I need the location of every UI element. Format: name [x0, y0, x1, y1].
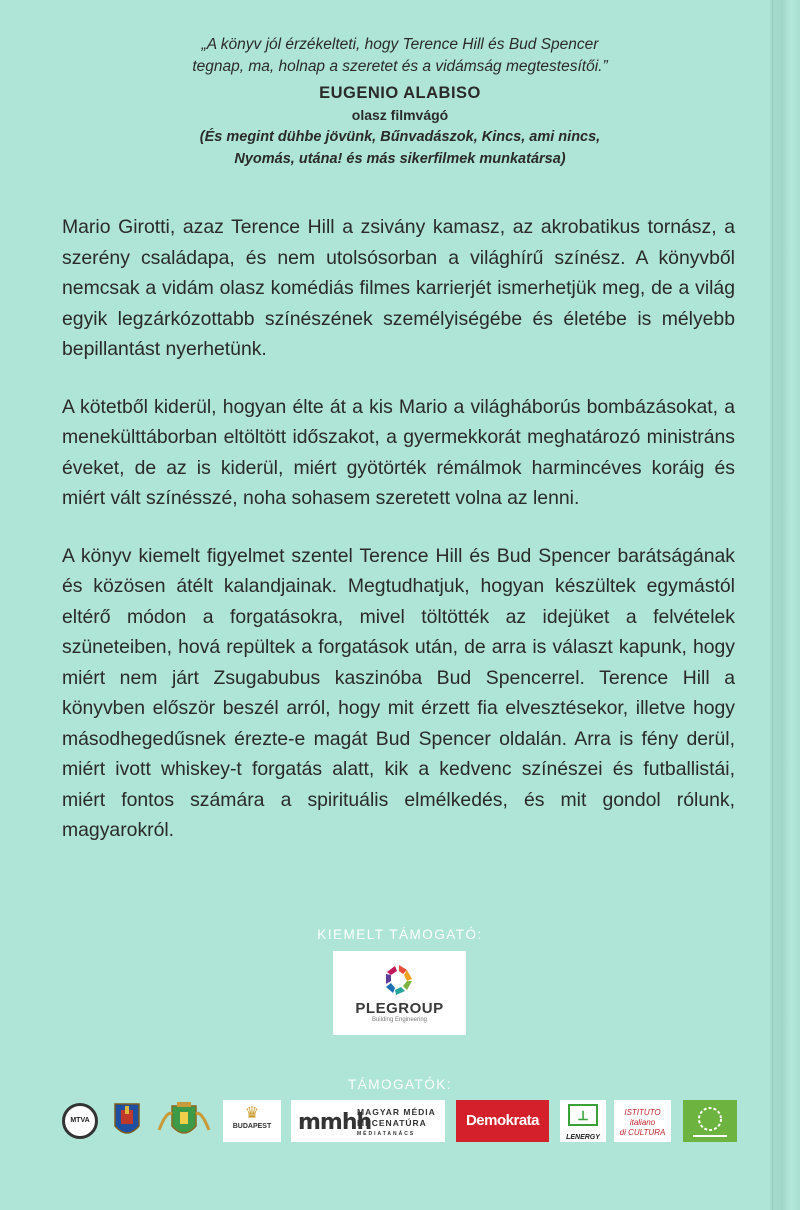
budapest-label: BUDAPEST	[232, 1123, 272, 1130]
spine-edge	[772, 0, 773, 1210]
istituto-line-2: italiano	[629, 1118, 656, 1127]
plegroup-tagline: Building Engineering	[371, 1017, 428, 1023]
mmm-subline: MÉDIATANÁCS	[357, 1131, 416, 1137]
coat-of-arms-icon	[112, 1100, 142, 1142]
quote-line-1: „A könyv jól érzékelteti, hogy Terence Hill és Bud Spencer	[201, 36, 599, 53]
istituto-line-3: di CULTURA	[619, 1128, 666, 1137]
blurb-paragraph-1: Mario Girotti, azaz Terence Hill a zsivány kamasz, az akrobatikus tornász, a szerény családapa, és nem utolsósorban a világhírű színész. A könyvből nemcsak a vidám olasz komédiás filmes karrierjét ismerhetjük meg, de a világ egyik legzárkózottabb színészének személyiségébe és életébe is mélyebb bepillantást nyerhetünk.	[62, 216, 735, 360]
budapest-logo	[223, 1100, 281, 1142]
mmm-mark: mmhh	[298, 1110, 372, 1135]
mmm-line-1: MAGYAR MÉDIA	[357, 1107, 436, 1117]
district-crest-icon	[155, 1100, 213, 1142]
blurb-text	[62, 212, 735, 873]
quote-author: EUGENIO ALABISO	[319, 84, 481, 102]
mtva-logo: MTVA	[62, 1103, 98, 1139]
author-works-line-2: Nyomás, utána! és más sikerfilmek munkatársa)	[234, 151, 566, 167]
plegroup-name: PLEGROUP	[355, 1000, 444, 1017]
green-emblem-logo	[683, 1100, 737, 1142]
plegroup-mark-icon	[381, 962, 417, 998]
quote-line-2: tegnap, ma, holnap a szeretet és a vidámság megtestesítői.”	[192, 58, 608, 75]
green-emblem-icon	[683, 1100, 737, 1142]
book-spine	[770, 0, 800, 1210]
blurb-paragraph-3: A könyv kiemelt figyelmet szentel Terence Hill és Bud Spencer barátságának és közösen átélt kalandjainak. Megtudhatjuk, hogyan készültek egymástól eltérő módon a forgatásokra, mivel töltötték az idejüket a felvételek szüneteiben, hová repültek a forgatások után, de arra is választ kapunk, hogy miért nem járt Zsugabubus kaszinóba Bud Spencerrel. Terence Hill a könyvben először beszél arról, hogy mit érzett fia elvesztésekor, illetve hogy másodhegedűsnek érezte-e magát Bud Spencer oldalán. Arra is fény derül, miért ivott whiskey-t forgatás alatt, kik a kedvenc színészei és futballistái, miért fontos számára a spirituális elmélkedés, és mit gondol rólunk, magyarokról.	[62, 544, 735, 841]
mmm-name	[357, 1107, 436, 1140]
plegroup-logo	[333, 951, 466, 1035]
istituto-line-1: ISTITUTO	[624, 1108, 661, 1117]
mmm-line-2: MECENATÚRA	[357, 1118, 427, 1128]
lenergy-mark-icon: ⟂	[568, 1104, 598, 1126]
supporters-label: TÁMOGATÓK:	[347, 1077, 452, 1092]
lenergy-label: LENERGY	[566, 1134, 600, 1141]
author-role: olasz filmvágó	[351, 107, 449, 123]
lenergy-logo	[560, 1100, 606, 1142]
author-works-line-1: (És megint dühbe jövünk, Bűnvadászok, Kincs, ami nincs,	[199, 129, 601, 145]
demokrata-logo: Demokrata	[456, 1100, 549, 1142]
main-sponsor-label: KIEMELT TÁMOGATÓ:	[317, 927, 483, 942]
quote-block	[140, 34, 660, 170]
magyar-media-mecenatura-logo	[291, 1100, 445, 1142]
istituto-italiano-logo	[614, 1100, 671, 1142]
budapest-crest-icon: ♛	[244, 1105, 260, 1122]
blurb-paragraph-2: A kötetből kiderül, hogyan élte át a kis Mario a világháborús bombázásokat, a menekülttáborban eltöltött időszakot, a gyermekkorát meghatározó ministráns éveket, de az is kiderül, miért gyötörték rémálmok harmincéves koráig és miért vált színésszé, noha sohasem szeretett volna az lenni.	[62, 395, 735, 509]
